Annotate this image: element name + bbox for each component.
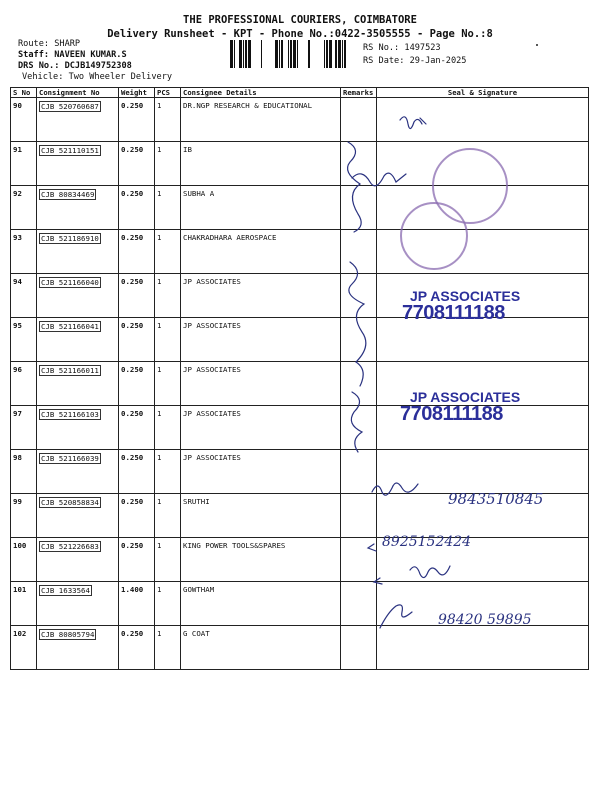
sno-cell-text: 100	[13, 541, 27, 550]
pcs-cell-text: 1	[157, 541, 162, 550]
col-header: PCS	[155, 88, 181, 98]
pcs-cell-text: 1	[157, 189, 162, 198]
remarks-bracket	[351, 392, 362, 452]
signature	[374, 566, 450, 584]
consignee-cell-text: JP ASSOCIATES	[183, 365, 241, 374]
weight-cell-text: 0.250	[121, 101, 144, 110]
pcs-cell-text: 1	[157, 365, 162, 374]
remarks-bracket	[348, 142, 362, 232]
handwritten-phone: 8925152424	[382, 534, 472, 550]
staff-label: Staff: NAVEEN KUMAR.S	[18, 50, 127, 60]
sheet-title: Delivery Runsheet - KPT - Phone No.:0422-3505555 - Page No.:8	[107, 28, 493, 40]
stamp-company: JP ASSOCIATES	[410, 389, 521, 405]
pcs-cell-text: 1	[157, 233, 162, 242]
sno-cell-text: 98	[13, 453, 22, 462]
pcs-cell-text: 1	[157, 629, 162, 638]
signature	[368, 544, 376, 551]
consignee-cell-text: JP ASSOCIATES	[183, 409, 241, 418]
pcs-cell-text: 1	[157, 101, 162, 110]
consignment-cell-text: CJB 80834469	[41, 190, 95, 199]
consignment-cell-text: CJB 521166103	[41, 410, 99, 419]
consignee-cell-text: DR.NGP RESEARCH & EDUCATIONAL	[183, 101, 313, 110]
consignee-cell-text: SUBHA A	[183, 189, 215, 198]
stamp-company: JP ASSOCIATES	[410, 288, 521, 304]
weight-cell-text: 0.250	[121, 189, 144, 198]
sno-cell-text: 91	[13, 145, 22, 154]
weight-cell-text: 1.400	[121, 585, 144, 594]
sno-cell-text: 90	[13, 101, 22, 110]
col-header: Seal & Signature	[377, 88, 589, 98]
consignee-cell-text: G COAT	[183, 629, 210, 638]
sno-cell-text: 97	[13, 409, 22, 418]
pcs-cell-text: 1	[157, 277, 162, 286]
signature	[372, 483, 418, 495]
weight-cell-text: 0.250	[121, 497, 144, 506]
consignment-cell-text: CJB 1633564	[41, 586, 90, 595]
vehicle-label: Vehicle: Two Wheeler Delivery	[22, 72, 173, 82]
consignment-cell-text: CJB 520760687	[41, 102, 99, 111]
consignee-cell-text: SRUTHI	[183, 497, 210, 506]
stamp-phone: 7708111188	[400, 403, 503, 425]
weight-cell-text: 0.250	[121, 145, 144, 154]
col-header: Consignment No	[37, 88, 119, 98]
consignment-cell-text: CJB 80805794	[41, 630, 95, 639]
col-header: Weight	[119, 88, 155, 98]
stamp-phone: 7708111188	[402, 302, 505, 324]
consignee-cell-text: JP ASSOCIATES	[183, 453, 241, 462]
handwritten-phone: 98420 59895	[438, 612, 532, 628]
sno-cell-text: 92	[13, 189, 22, 198]
weight-cell-text: 0.250	[121, 629, 144, 638]
sno-cell-text: 102	[13, 629, 27, 638]
weight-cell-text: 0.250	[121, 321, 144, 330]
sno-cell-text: 93	[13, 233, 22, 242]
sno-cell-text: 96	[13, 365, 22, 374]
consignee-cell-text: JP ASSOCIATES	[183, 277, 241, 286]
consignment-cell-text: CJB 521166040	[41, 278, 99, 287]
pcs-cell-text: 1	[157, 585, 162, 594]
pcs-cell-text: 1	[157, 453, 162, 462]
sno-cell-text: 99	[13, 497, 22, 506]
consignee-cell-text: CHAKRADHARA AEROSPACE	[183, 233, 277, 242]
weight-cell-text: 0.250	[121, 233, 144, 242]
rs-number: RS No.: 1497523	[363, 43, 441, 53]
consignee-cell-text: JP ASSOCIATES	[183, 321, 241, 330]
rs-date: RS Date: 29-Jan-2025	[363, 56, 467, 66]
consignee-cell-text: GOWTHAM	[183, 585, 215, 594]
sno-cell-text: 101	[13, 585, 27, 594]
pcs-cell-text: 1	[157, 497, 162, 506]
col-header: Consignee Details	[181, 88, 341, 98]
sno-cell-text: 94	[13, 277, 22, 286]
pcs-cell-text: 1	[157, 409, 162, 418]
signature	[380, 605, 412, 628]
consignment-cell-text: CJB 521186910	[41, 234, 99, 243]
consignment-cell-text: CJB 521166039	[41, 454, 99, 463]
weight-cell-text: 0.250	[121, 277, 144, 286]
col-header: S No	[11, 88, 37, 98]
handwritten-phone: 9843510845	[448, 490, 544, 508]
weight-cell-text: 0.250	[121, 365, 144, 374]
consignee-cell-text: KING POWER TOOLS&SPARES	[183, 541, 286, 550]
consignee-cell-text: IB	[183, 145, 192, 154]
weight-cell-text: 0.250	[121, 541, 144, 550]
seal-stamp	[400, 202, 468, 270]
pcs-cell-text: 1	[157, 321, 162, 330]
sno-cell-text: 95	[13, 321, 22, 330]
drs-number: DRS No.: DCJB149752308	[18, 61, 132, 71]
weight-cell-text: 0.250	[121, 409, 144, 418]
signature	[400, 117, 426, 129]
weight-cell-text: 0.250	[121, 453, 144, 462]
consignment-cell-text: CJB 521166041	[41, 322, 99, 331]
consignment-cell-text: CJB 521110151	[41, 146, 99, 155]
company-name: THE PROFESSIONAL COURIERS, COIMBATORE	[183, 14, 417, 26]
col-header: Remarks	[341, 88, 377, 98]
consignment-cell-text: CJB 521166011	[41, 366, 99, 375]
pcs-cell-text: 1	[157, 145, 162, 154]
remarks-bracket	[349, 262, 366, 386]
route-label: Route: SHARP	[18, 39, 81, 49]
consignment-cell-text: CJB 521226683	[41, 542, 99, 551]
consignment-cell-text: CJB 520858834	[41, 498, 99, 507]
